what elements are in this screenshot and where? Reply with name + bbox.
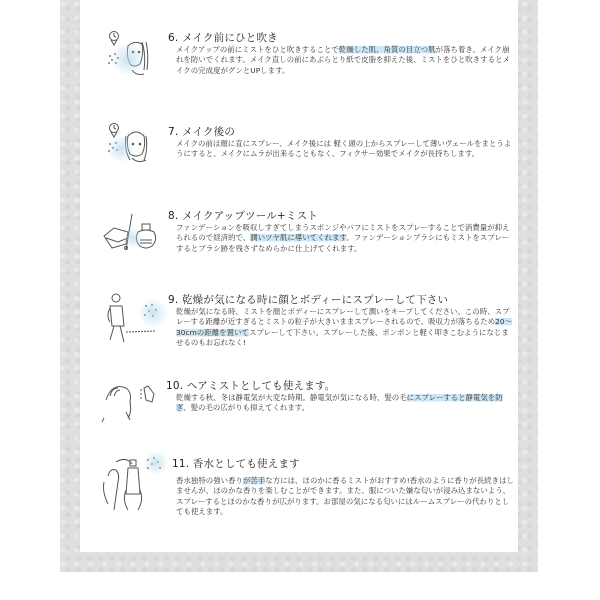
section-title-text: ヘアミストとしても使えます。: [186, 380, 336, 392]
highlighted-text: 潤いツヤ肌に導いてくれます: [250, 233, 347, 243]
section-number: 8.: [168, 210, 179, 222]
hair-mist-icon: [100, 378, 164, 428]
body-text: ファンデーションを吸収しすぎてしまうスポンジやパフにミストをスプレーすることで消費量が抑えられるので経済的で、: [176, 223, 510, 243]
body-text: メイクの前は顔に直にスプレー、メイク後には 軽く頭の上からスプレーして薄いヴェールをまとうようにすると、メイクにムラが出来ることもなく、フィクサー効果でメイクが長持ちします。: [176, 139, 512, 159]
body-text: が落ち着き、メイク崩れを防いでくれます。メイク直しの前にあぶらとり紙で皮脂を抑えた後、ミストをひと吹きするとメイクの完成度がグンとUPします。: [176, 45, 510, 75]
body-text: な方には、ほのかに香るミストがおすすめ!香水のように香りが長続きはしませんが、ほのかな香りを楽しむことができます。また、服についた嫌な匂いが浸み込まないよう、スプレーするとほのかな香りが広がります。お部屋の気になる匂いにはルームスプレーの代わりとしても使えます。: [176, 476, 514, 516]
body-text: 香水独特の強い香り: [176, 476, 243, 485]
section-title: [168, 292, 448, 307]
body-text: 乾燥する秋、冬は静電気が大変な時期。静電気が気になる時、髪の毛: [176, 393, 407, 402]
section-title-text: 乾燥が気になる時に顔とボディーにスプレーして下さい: [181, 294, 449, 306]
body-text: スプレーして下さい。スプレーした後、ポンポンと軽く叩きこむようになじませるのもお忘れなく!: [176, 327, 509, 347]
body-text: 乾燥が気になる時、ミストを顔とボディーにスプレーして潤いをキープしてください。この時、スプレーする距離が近すぎるとミストの粒子が大きいままスプレーされるので、吸収力が落ちるため: [176, 307, 510, 327]
section-number: 9.: [168, 294, 179, 306]
page-frame: [60, 0, 538, 572]
section-title-text: メイクアップツール+ミスト: [181, 210, 319, 222]
highlighted-text: が苦手: [242, 476, 266, 485]
section-title: [168, 124, 235, 139]
sponge-and-brush-icon: [102, 208, 162, 258]
section-number: 7.: [168, 126, 179, 138]
face-with-mist-icon: [106, 30, 158, 82]
body-spray-figure-icon: [104, 292, 179, 352]
highlighted-text: 乾燥した肌、角質の目立つ肌: [338, 45, 436, 54]
section-title: [168, 208, 318, 223]
section-title-text: メイク前にひと吹き: [181, 32, 278, 44]
body-text: メイクアップの前にミストをひと吹きすることで: [176, 45, 339, 54]
highlighted-text: にスプレーすると静電気を防ぎ: [176, 393, 503, 413]
section-title: [172, 456, 300, 471]
section-body: [176, 307, 516, 348]
section-title: [166, 378, 336, 393]
section-body: [176, 476, 516, 517]
section-number: 6.: [168, 32, 179, 44]
body-text: 。ファンデーションブラシにもミストをスプレーするとブラシ跡を残さずなめらかに仕上げてくれます。: [176, 233, 510, 253]
section-title-text: メイク後の: [181, 126, 236, 138]
section-body: [176, 393, 516, 414]
section-title: [168, 30, 278, 45]
perfume-spray-hands-icon: [102, 456, 172, 516]
section-body: [176, 139, 516, 160]
section-body: [176, 45, 516, 76]
section-title-text: 香水としても使えます: [192, 458, 300, 470]
section-body: [176, 223, 516, 254]
section-number: 11.: [172, 458, 190, 470]
face-after-makeup-icon: [106, 124, 158, 176]
highlighted-text: 20〜30cmの距離を置いて: [176, 317, 513, 337]
body-text: 、髪の毛の広がりも抑えてくれます。: [183, 403, 310, 413]
section-number: 10.: [166, 380, 184, 392]
content-panel: [80, 0, 518, 552]
